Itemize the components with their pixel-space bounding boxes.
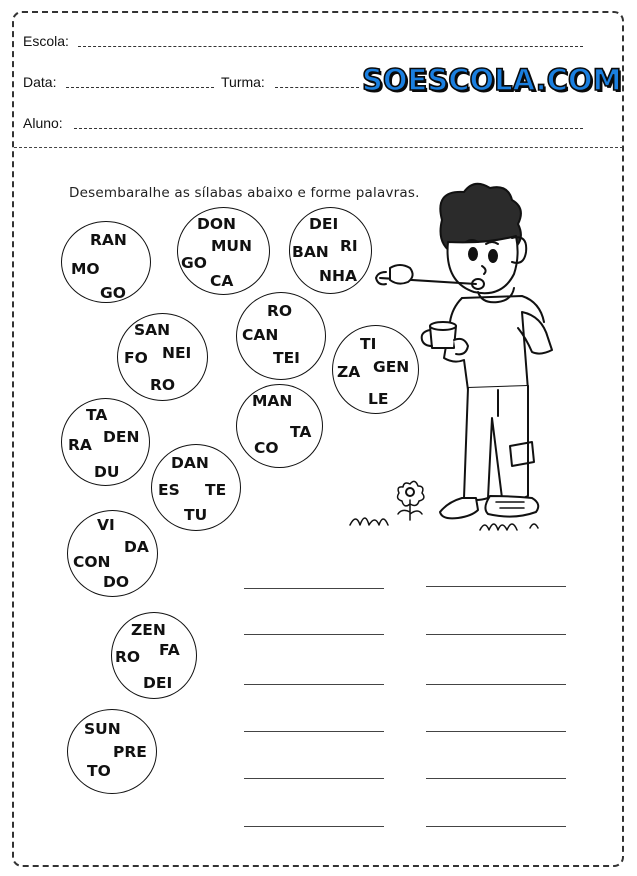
header-divider [14, 147, 623, 148]
answer-line[interactable] [244, 588, 384, 589]
syllable: GO [181, 254, 207, 272]
syllable: DU [94, 463, 120, 481]
syllable: BAN [292, 243, 329, 261]
soescola-logo: SOESCOLA.COM [362, 63, 622, 97]
syllable: RO [115, 648, 141, 666]
syllable: RO [267, 302, 293, 320]
syllable: FO [124, 349, 148, 367]
syllable: TA [290, 423, 312, 441]
aluno-field[interactable] [74, 128, 583, 129]
syllable: RAN [90, 231, 127, 249]
answer-line[interactable] [426, 684, 566, 685]
answer-line[interactable] [244, 826, 384, 827]
syllable: NHA [319, 267, 357, 285]
syllable: SUN [84, 720, 121, 738]
syllable: MO [71, 260, 100, 278]
syllable: CO [254, 439, 279, 457]
syllable: VI [97, 516, 115, 534]
syllable: RI [340, 237, 358, 255]
syllable: TO [87, 762, 111, 780]
syllable: SAN [134, 321, 171, 339]
syllable: GO [100, 284, 126, 302]
answer-line[interactable] [244, 778, 384, 779]
syllable: TE [205, 481, 227, 499]
syllable: NEI [162, 344, 192, 362]
syllable: TA [86, 406, 108, 424]
answer-line[interactable] [426, 826, 566, 827]
syllable: PRE [113, 743, 147, 761]
syllable: LE [368, 390, 389, 408]
syllable: CON [73, 553, 111, 571]
answer-line[interactable] [426, 731, 566, 732]
turma-label: Turma: [221, 74, 265, 90]
syllable: MAN [252, 392, 293, 410]
data-label: Data: [23, 74, 57, 90]
syllable: DAN [171, 454, 209, 472]
instruction-text: Desembaralhe as sílabas abaixo e forme palavras. [69, 185, 420, 201]
aluno-label: Aluno: [23, 115, 63, 131]
syllable: DON [197, 215, 237, 233]
answer-line[interactable] [426, 586, 566, 587]
syllable: MUN [211, 237, 252, 255]
answer-line[interactable] [244, 731, 384, 732]
data-field[interactable] [66, 87, 214, 88]
syllable: TEI [273, 349, 300, 367]
syllable: TU [184, 506, 208, 524]
boy-blowing-bubbles-illustration [330, 180, 570, 545]
answer-line[interactable] [426, 634, 566, 635]
escola-label: Escola: [23, 33, 69, 49]
syllable: ZEN [131, 621, 166, 639]
syllable: CAN [242, 326, 279, 344]
syllable: DA [124, 538, 149, 556]
syllable: DO [103, 573, 130, 591]
syllable: DEI [143, 674, 173, 692]
answer-line[interactable] [426, 778, 566, 779]
syllable: CA [210, 272, 234, 290]
answer-line[interactable] [244, 684, 384, 685]
syllable: DEI [309, 215, 339, 233]
answer-line[interactable] [244, 634, 384, 635]
syllable: RA [68, 436, 92, 454]
escola-field[interactable] [78, 46, 583, 47]
syllable: ES [158, 481, 180, 499]
syllable: RO [150, 376, 176, 394]
syllable: ZA [337, 363, 361, 381]
syllable: GEN [373, 358, 410, 376]
syllable: FA [159, 641, 180, 659]
turma-field[interactable] [275, 87, 359, 88]
syllable: DEN [103, 428, 140, 446]
syllable: TI [360, 335, 377, 353]
